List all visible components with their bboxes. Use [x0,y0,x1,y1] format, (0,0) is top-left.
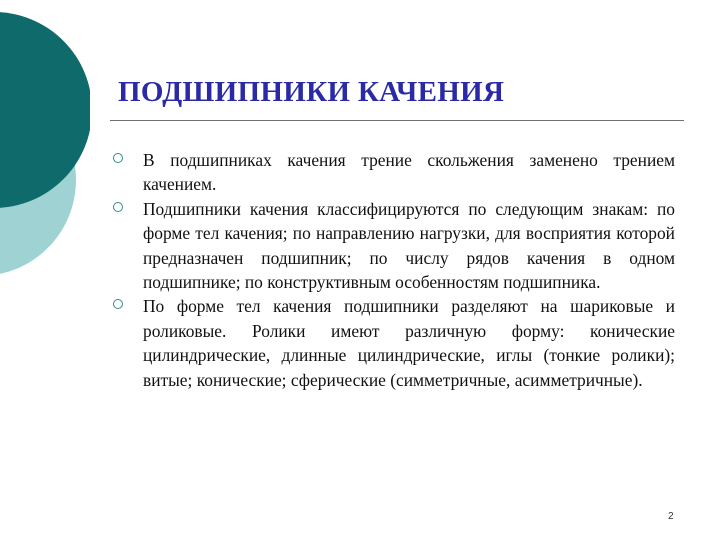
bullet-text: Подшипники качения классифицируются по следующим знакам: по форме тел качения; по направлению нагрузки, для восприятия которой предназначен подшипник; по числу рядов качения в одном подшипнике; по конструктивным особенностям подшипника. [143,198,675,293]
bullet-list [113,148,675,392]
bullet-circle-icon [113,294,143,309]
list-item [113,294,675,392]
bullet-text: В подшипниках качения трение скольжения заменено трением качением. [143,150,675,195]
bullet-text: По форме тел качения подшипники разделяют на шариковые и роликовые. Ролики имеют различную форму: конические цилиндрические, длинные цилиндрические, иглы (тонкие ролики); витые; конические; сферические (симметричные, асимметричные). [143,296,675,390]
page-number: 2 [668,511,674,522]
list-item [113,197,675,295]
title-divider [110,120,684,121]
bullet-circle-icon [113,148,143,163]
bullet-circle-icon [113,197,143,212]
corner-decoration [0,0,90,290]
list-item [113,148,675,197]
dark-teal-circle [0,12,90,208]
slide-title: ПОДШИПНИКИ КАЧЕНИЯ [118,76,505,108]
